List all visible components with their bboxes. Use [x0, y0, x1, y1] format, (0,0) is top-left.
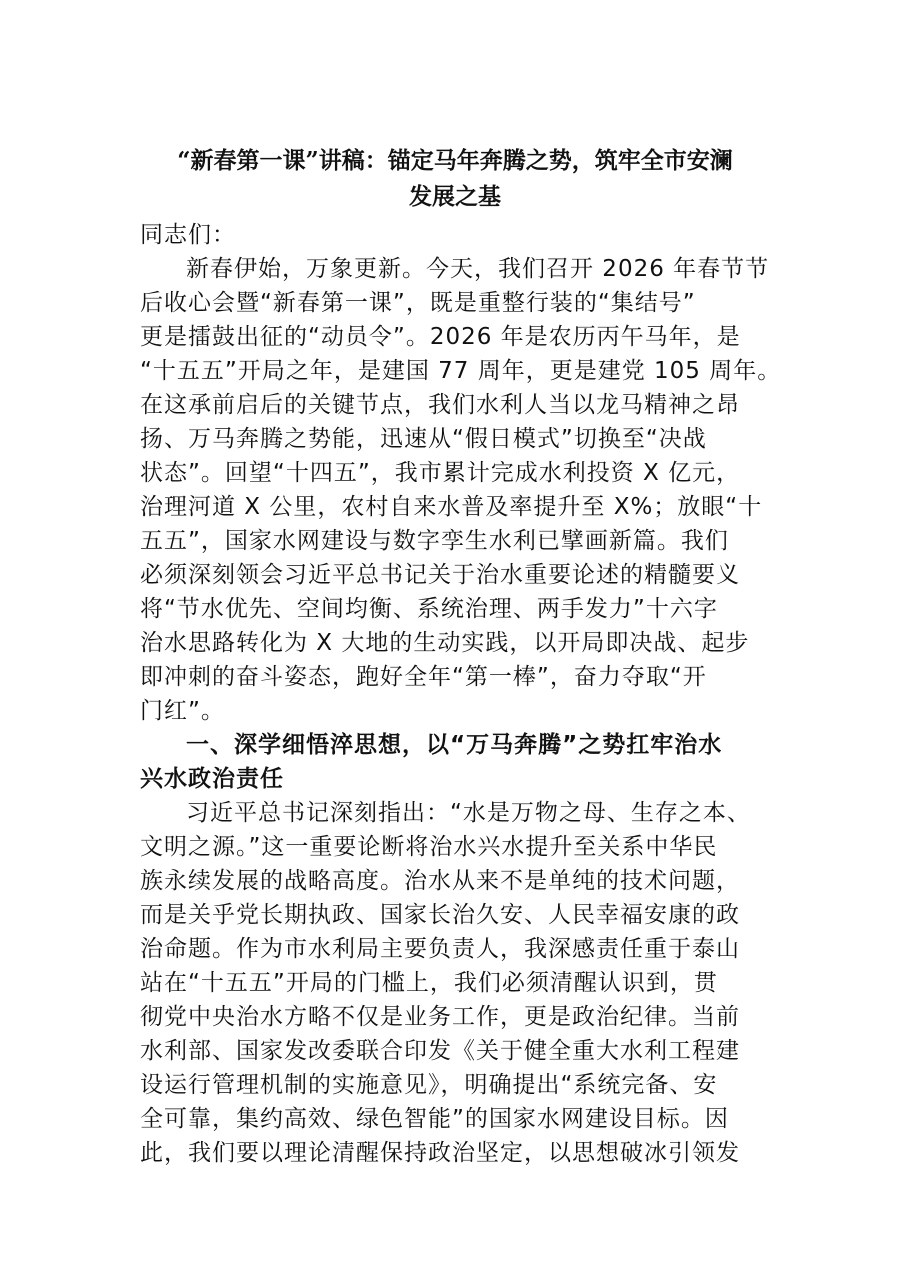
document-title-line-1: “新春第一课”讲稿：锚定马年奔腾之势，筑牢全市安澜: [177, 147, 733, 174]
paragraph-2-line: 族永续发展的战略高度。治水从来不是单纯的技术问题，: [140, 868, 740, 894]
paragraph-1-line: 即冲刺的奋斗姿态，跑好全年“第一棒”，奋力夺取“开: [140, 664, 707, 690]
paragraph-2-line: 习近平总书记深刻指出：“水是万物之母、生存之本、: [186, 800, 751, 826]
paragraph-1-line: 更是擂鼓出征的“动员令”。2026 年是农历丙午马年，是: [140, 324, 741, 350]
paragraph-2-line: 彻党中央治水方略不仅是业务工作，更是政治纪律。当前: [140, 1004, 740, 1030]
paragraph-1-line: 在这承前启后的关键节点，我们水利人当以龙马精神之昂: [140, 392, 740, 418]
paragraph-2-line: 水利部、国家发改委联合印发《关于健全重大水利工程建: [140, 1038, 740, 1064]
salutation: 同志们：: [140, 222, 236, 248]
paragraph-1-line: 治水思路转化为 X 大地的生动实践，以开局即决战、起步: [140, 630, 750, 656]
paragraph-1-line: 必须深刻领会习近平总书记关于治水重要论述的精髓要义: [140, 562, 740, 588]
section-heading-1-line: 兴水政治责任: [140, 766, 284, 792]
document-title-line-2: 发展之基: [409, 183, 501, 210]
paragraph-2-line: 设运行管理机制的实施意见》，明确提出“系统完备、安: [140, 1072, 718, 1098]
paragraph-2-line: 全可靠，集约高效、绿色智能”的国家水网建设目标。因: [140, 1106, 729, 1132]
paragraph-2-line: 而是关乎党长期执政、国家长治久安、人民幸福安康的政: [140, 902, 740, 928]
paragraph-1-line: 将“节水优先、空间均衡、系统治理、两手发力”十六字: [140, 596, 718, 622]
paragraph-1-line: 五五”，国家水网建设与数字孪生水利已擘画新篇。我们: [140, 528, 729, 554]
paragraph-2-line: 文明之源。”这一重要论断将治水兴水提升至关系中华民: [140, 834, 718, 860]
paragraph-1-line: 门红”。: [140, 698, 225, 724]
paragraph-2-line: 此，我们要以理论清醒保持政治坚定，以思想破冰引领发: [140, 1140, 740, 1166]
paragraph-2-line: 站在“十五五”开局的门槛上，我们必须清醒认识到，贯: [140, 970, 718, 996]
paragraph-1-line: 治理河道 X 公里，农村自来水普及率提升至 X%；放眼“十: [140, 494, 763, 520]
paragraph-1-line: “十五五”开局之年，是建国 77 周年，更是建党 105 周年。: [140, 358, 782, 384]
paragraph-1-line: 扬、万马奔腾之势能，迅速从“假日模式”切换至“决战: [140, 426, 707, 452]
section-heading-1-line: 一、深学细悟淬思想，以“万马奔腾”之势扛牢治水: [186, 732, 723, 758]
paragraph-2-line: 治命题。作为市水利局主要负责人，我深感责任重于泰山: [140, 936, 740, 962]
paragraph-1-line: 状态”。回望“十四五”，我市累计完成水利投资 X 亿元，: [140, 460, 741, 486]
paragraph-1-line: 新春伊始，万象更新。今天，我们召开 2026 年春节节: [186, 256, 770, 282]
paragraph-1-line: 后收心会暨“新春第一课”，既是重整行装的“集结号”: [140, 290, 696, 316]
